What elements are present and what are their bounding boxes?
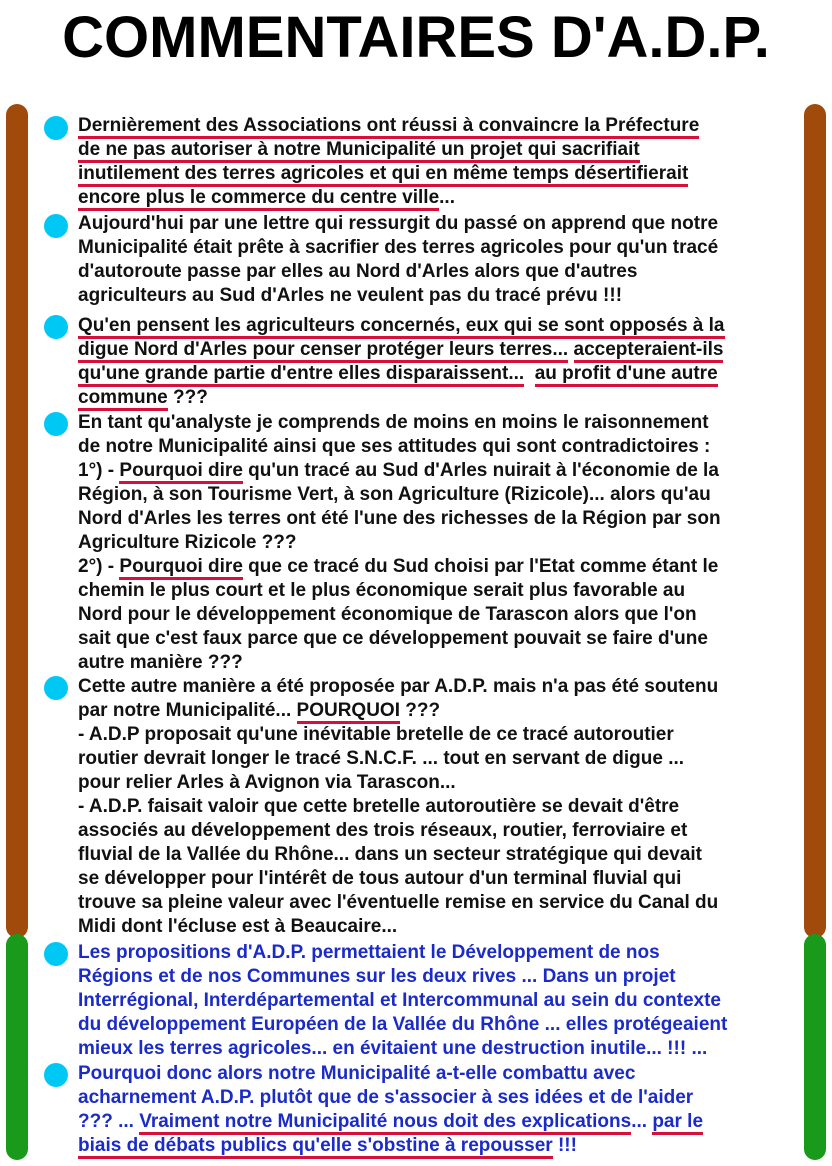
text-line: digue Nord d'Arles pour censer protéger leurs terres... [78, 339, 568, 363]
text-line: routier devrait longer le tracé S.N.C.F. ... tout en servant de digue ... [78, 748, 685, 769]
text-line: ??? [399, 700, 441, 721]
text-line: se développer pour l'intérêt de tous autour d'un terminal fluvial qui [78, 868, 682, 889]
text-line: POURQUOI [297, 700, 400, 724]
text-line: par le [652, 1111, 703, 1135]
text-line: mieux les terres agricoles... en évitaient une destruction inutile... !!! ... [78, 1038, 708, 1059]
text-line: Régions et de nos Communes sur les deux rives ... Dans un projet [78, 966, 676, 987]
bullet-icon [44, 1063, 68, 1087]
bullet-icon [44, 315, 68, 339]
text-line: inutilement des terres agricoles et qui en même temps désertifierait [78, 163, 688, 187]
text-line: En tant qu'analyste je comprends de moins en moins le raisonnement [78, 412, 709, 433]
text-line: de notre Municipalité ainsi que ses attitudes qui sont contradictoires : [78, 436, 711, 457]
text-line: qu'un tracé au Sud d'Arles nuirait à l'économie de la [242, 460, 719, 481]
text-line: Dernièrement des Associations ont réussi à convaincre la Préfecture [78, 115, 699, 139]
text-line: encore plus le commerce du centre ville [78, 187, 439, 211]
right-brown-bar [804, 104, 826, 938]
text-line: - A.D.P proposait qu'une inévitable bretelle de ce tracé autoroutier [78, 724, 674, 745]
text-line: ??? [167, 387, 208, 408]
text-line: Cette autre manière a été proposée par A.D.P. mais n'a pas été soutenu [78, 676, 719, 697]
text-line: de ne pas autoriser à notre Municipalité un projet qui sacrifiait [78, 139, 640, 163]
bullet-icon [44, 116, 68, 140]
right-green-bar [804, 934, 826, 1160]
text-line: Midi dont l'écluse est à Beaucaire... [78, 916, 398, 937]
text-line: biais de débats publics qu'elle s'obstine à repousser [78, 1135, 553, 1159]
text-line: !!! [552, 1135, 577, 1156]
text-line: Pourquoi dire [119, 556, 243, 580]
paragraph-4 [78, 411, 806, 675]
paragraph-5 [78, 675, 806, 939]
text-line: Interrégional, Interdépartemental et Intercommunal au sein du contexte [78, 990, 721, 1011]
page-title: COMMENTAIRES D'A.D.P. [62, 5, 770, 70]
text-line: Les propositions d'A.D.P. permettaient le Développement de nos [78, 942, 660, 963]
text-line: que ce tracé du Sud choisi par l'Etat comme étant le [242, 556, 719, 577]
text-line: 1°) - [78, 460, 120, 481]
left-brown-bar [6, 104, 28, 938]
left-green-bar [6, 934, 28, 1160]
text-line: - A.D.P. faisait valoir que cette bretelle autoroutière se devait d'être [78, 796, 680, 817]
bullet-icon [44, 676, 68, 700]
text-line: qu'une grande partie d'entre elles disparaissent... [78, 363, 524, 387]
text-line: Qu'en pensent les agriculteurs concernés, eux qui se sont opposés à la [78, 315, 725, 339]
paragraph-7 [78, 1062, 806, 1158]
text-line: autre manière ??? [78, 652, 243, 673]
text-line: d'autoroute passe par elles au Nord d'Arles alors que d'autres [78, 261, 638, 282]
text-line: associés au développement des trois réseaux, routier, ferroviaire et [78, 820, 688, 841]
paragraph-1 [78, 114, 806, 210]
paragraph-2 [78, 212, 806, 308]
paragraph-3 [78, 314, 806, 410]
text-line: fluvial de la Vallée du Rhône... dans un secteur stratégique qui devait [78, 844, 702, 865]
text-line: Pourquoi dire [119, 460, 243, 484]
text-line: du développement Européen de la Vallée du Rhône ... elles protégeaient [78, 1014, 728, 1035]
text-line: Nord d'Arles les terres ont été l'une des richesses de la Région par son [78, 508, 721, 529]
text-line: acharnement A.D.P. plutôt que de s'associer à ses idées et de l'aider [78, 1087, 694, 1108]
text-line: sait que c'est faux parce que ce développement pouvait se faire d'une [78, 628, 708, 649]
text-line: pour relier Arles à Avignon via Tarascon... [78, 772, 456, 793]
bullet-icon [44, 412, 68, 436]
text-line: ... [439, 187, 455, 208]
paragraph-6 [78, 941, 806, 1061]
text-line: Nord pour le développement économique de Tarascon alors que l'on [78, 604, 697, 625]
text-line: accepteraient-ils [574, 339, 724, 363]
text-line: agriculteurs au Sud d'Arles ne veulent pas du tracé prévu !!! [78, 285, 623, 306]
text-line: Vraiment notre Municipalité nous doit des explications [139, 1111, 631, 1135]
text-line: au profit d'une autre [535, 363, 718, 387]
bullet-icon [44, 214, 68, 238]
text-line: par notre Municipalité... [78, 700, 297, 721]
text-line: trouve sa pleine valeur avec l'éventuelle remise en service du Canal du [78, 892, 719, 913]
bullet-icon [44, 942, 68, 966]
text-line: ... [631, 1111, 653, 1132]
text-line: chemin le plus court et le plus économique serait plus favorable au [78, 580, 686, 601]
text-line: ??? ... [78, 1111, 140, 1132]
text-line: Municipalité était prête à sacrifier des terres agricoles pour qu'un tracé [78, 237, 719, 258]
text-line: Agriculture Rizicole ??? [78, 532, 297, 553]
text-line: Région, à son Tourisme Vert, à son Agriculture (Rizicole)... alors qu'au [78, 484, 711, 505]
text-line: commune [78, 387, 168, 411]
text-line: Pourquoi donc alors notre Municipalité a-t-elle combattu avec [78, 1063, 636, 1084]
text-line: Aujourd'hui par une lettre qui ressurgit du passé on apprend que notre [78, 213, 719, 234]
text-line: 2°) - [78, 556, 120, 577]
